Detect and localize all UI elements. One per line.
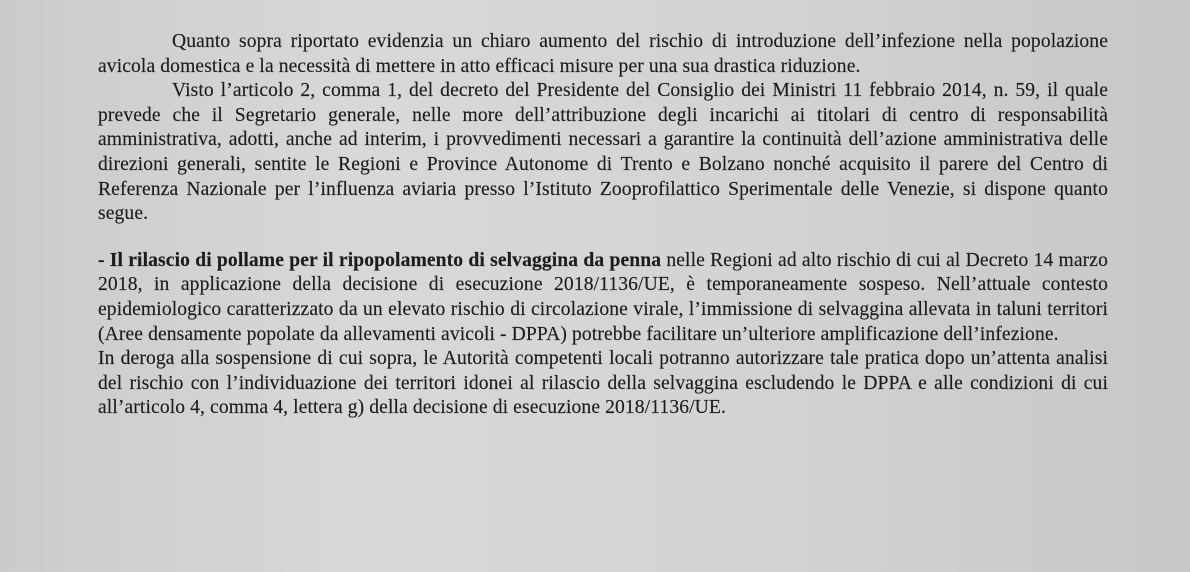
paragraph-text: Visto l’articolo 2, comma 1, del decreto del Presidente del Consiglio dei Ministri 11 febbraio 2014, n. 59, il quale prevede che il Segretario generale, nelle more dell’attribuzione degli incarichi ai titolari di centro di responsabilità amministrativa, adotti, anche ad interim, i provvedimenti necessari a garantire la continuità dell’azione amministrativa delle direzioni generali, sentite le Regioni e Province Autonome di Trento e Bolzano nonché acquisito il parere del Centro di Referenza Nazionale per l’influenza aviaria presso l’Istituto Zooprofilattico Sperimentale delle Venezie, si dispone quanto segue.	[98, 80, 1108, 225]
paragraph-text: nelle Regioni ad alto rischio di cui al Decreto 14 marzo 2018, in applicazione della decisione di esecuzione 2018/1136/UE, è temporaneamente sospeso. Nell’attuale contesto epidemiologico caratterizzato da un elevato rischio di circolazione virale, l’immissione di selvaggina allevata in taluni territori (Aree densamente popolate da allevamenti avicoli - DPPA) potrebbe facilitare un’ulteriore amplificazione dell’infezione.	[98, 249, 1108, 345]
paragraph-poultry-release-suspension	[98, 249, 1108, 347]
paragraph-derogation	[98, 347, 1108, 421]
paragraph-spacer	[98, 227, 1108, 249]
paragraph-text: In deroga alla sospensione di cui sopra, le Autorità competenti locali potranno autorizzare tale pratica dopo un’attenta analisi del rischio con l’individuazione dei territori idonei al rilascio della selvaggina escludendo le DPPA e alle condizioni di cui all’articolo 4, comma 4, lettera g) della decisione di esecuzione 2018/1136/UE.	[98, 348, 1108, 419]
bold-heading-text: - Il rilascio di pollame per il ripopolamento di selvaggina da penna	[98, 249, 662, 271]
paragraph-legal-basis	[98, 79, 1108, 227]
paragraph-risk-increase	[98, 30, 1108, 79]
paragraph-text: Quanto sopra riportato evidenzia un chiaro aumento del rischio di introduzione dell’infezione nella popolazione avicola domestica e la necessità di mettere in atto efficaci misure per una sua drastica riduzione.	[98, 31, 1108, 77]
